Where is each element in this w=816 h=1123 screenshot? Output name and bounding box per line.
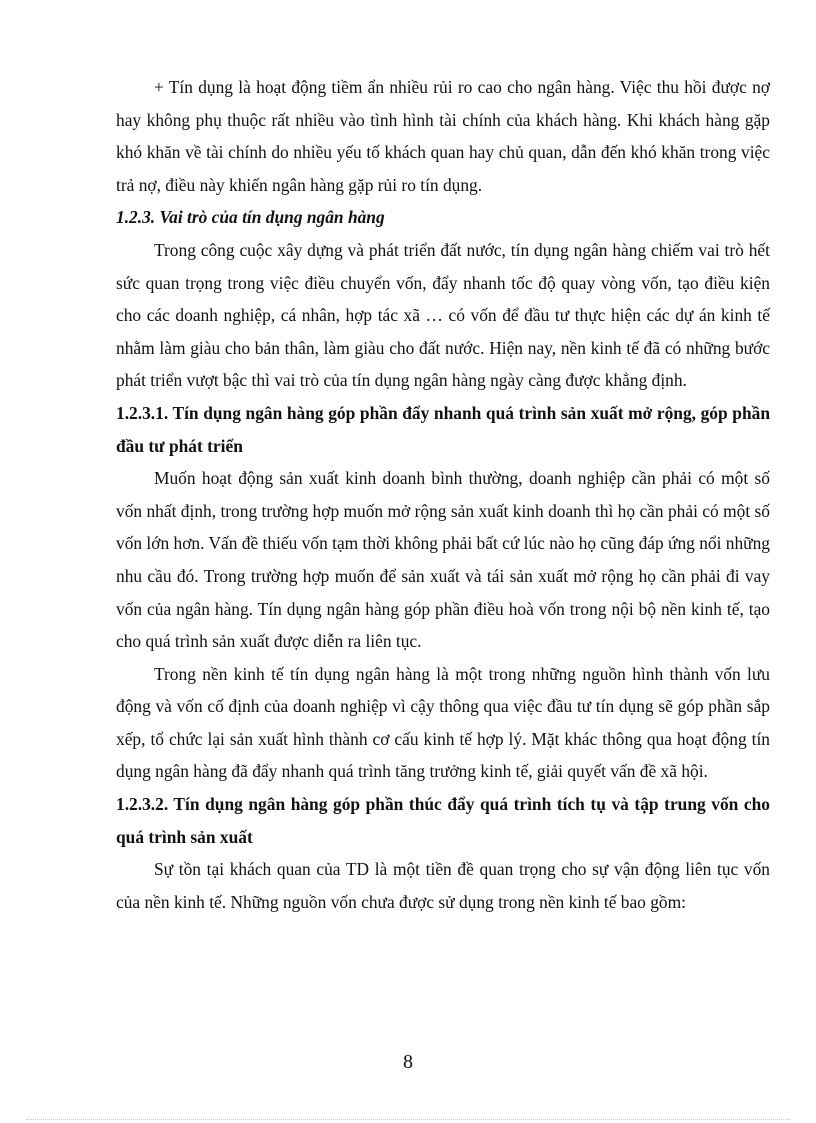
- paragraph-working-capital: Trong nền kinh tế tín dụng ngân hàng là một trong những nguồn hình thành vốn lưu động và vốn cố định của doanh nghiệp vì cậy thông qua việc đầu tư tín dụng sẽ góp phần sắp xếp, tổ chức lại sản xuất hình thành cơ cấu kinh tế hợp lý. Mặt khác thông qua hoạt động tín dụng ngân hàng đã đẩy nhanh quá trình tăng trưởng kinh tế, giải quyết vấn đề xã hội.: [116, 663, 770, 782]
- paragraph-role-intro: Trong công cuộc xây dựng và phát triển đất nước, tín dụng ngân hàng chiếm vai trò hết sức quan trọng trong việc điều chuyển vốn, đẩy nhanh tốc độ quay vòng vốn, tạo điều kiện cho các doanh nghiệp, cá nhân, hợp tác xã … có vốn để đầu tư thực hiện các dự án kinh tế nhằm làm giàu cho bản thân, làm giàu cho đất nước. Hiện nay, nền kinh tế đã có những bước phát triển vượt bậc thì vai trò của tín dụng ngân hàng ngày càng được khẳng định.: [116, 239, 770, 391]
- paragraph-production-capital: Muốn hoạt động sản xuất kinh doanh bình thường, doanh nghiệp cần phải có một số vốn nhất định, trong trường hợp muốn mở rộng sản xuất kinh doanh thì họ cần phải có một số vốn lớn hơn. Vấn đề thiếu vốn tạm thời không phải bất cứ lúc nào họ cũng đáp ứng nổi những nhu cầu đó. Trong trường hợp muốn để sản xuất và tái sản xuất mở rộng họ cần phải đi vay vốn của ngân hàng. Tín dụng ngân hàng góp phần điều hoà vốn trong nội bộ nền kinh tế, tạo cho quá trình sản xuất được diễn ra liên tục.: [116, 468, 770, 652]
- paragraph-credit-risk: + Tín dụng là hoạt động tiềm ẩn nhiều rủi ro cao cho ngân hàng. Việc thu hồi được nợ hay không phụ thuộc rất nhiều vào tình hình tài chính của khách hàng. Khi khách hàng gặp khó khăn về tài chính do nhiều yếu tố khách quan hay chủ quan, dẫn đến khó khăn trong việc trả nợ, điều này khiến ngân hàng gặp rủi ro tín dụng.: [116, 77, 770, 195]
- page-bottom-divider: [26, 1119, 790, 1120]
- subsection-heading-1-2-3-2: 1.2.3.2. Tín dụng ngân hàng góp phần thúc đẩy quá trình tích tụ và tập trung vốn cho quá trình sản xuất: [116, 794, 770, 847]
- paragraph-capital-accumulation: Sự tồn tại khách quan của TD là một tiền đề quan trọng cho sự vận động liên tục vốn của nền kinh tế. Những nguồn vốn chưa được sử dụng trong nền kinh tế bao gồm:: [116, 859, 770, 912]
- document-body: [116, 71, 770, 918]
- page-number: 8: [403, 1051, 413, 1073]
- subsection-heading-1-2-3-1: 1.2.3.1. Tín dụng ngân hàng góp phần đẩy nhanh quá trình sản xuất mở rộng, góp phần đầu tư phát triển: [116, 402, 770, 456]
- section-heading-role-of-bank-credit: 1.2.3. Vai trò của tín dụng ngân hàng: [116, 207, 385, 228]
